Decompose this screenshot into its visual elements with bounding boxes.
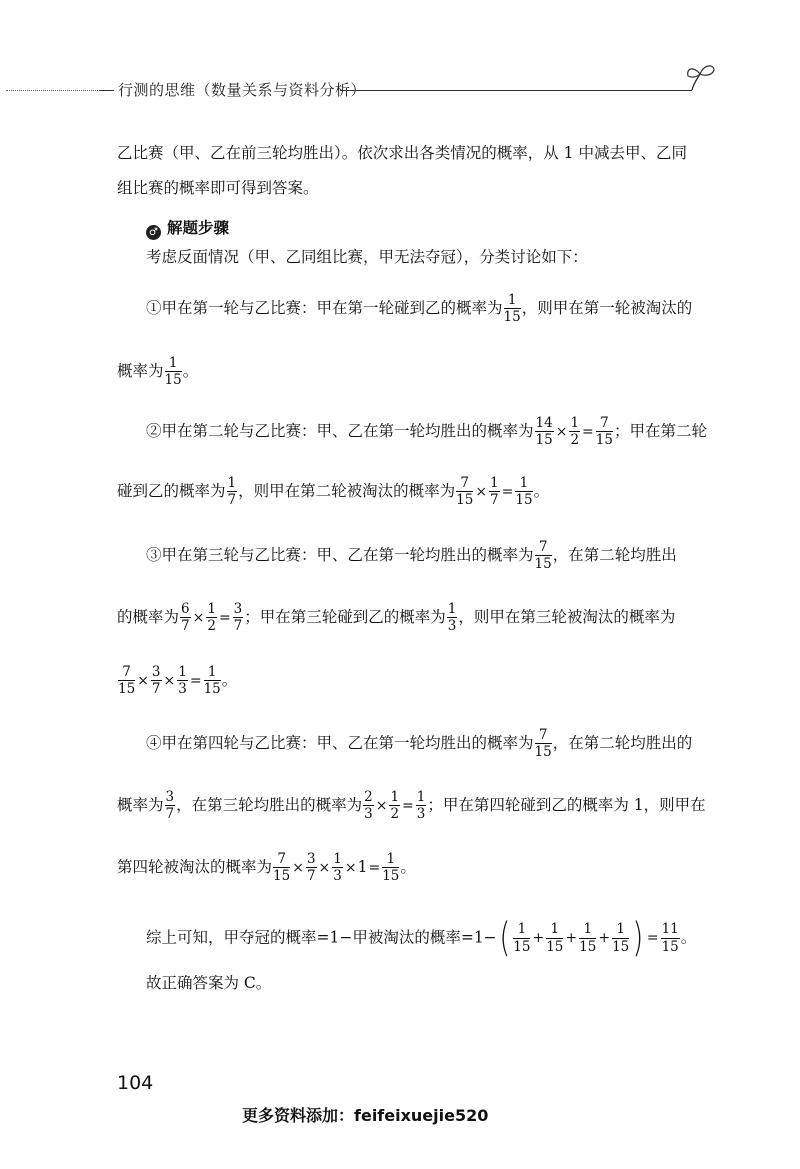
fraction: $\frac{1}{2}$ — [207, 601, 216, 635]
fraction: $\frac{1}{3}$ — [416, 789, 426, 823]
steps-marker-icon: ♂ — [146, 225, 161, 240]
fraction: $\frac{1}{15}$ — [203, 664, 221, 698]
fraction: $\frac{1}{3}$ — [333, 851, 342, 885]
case3-line-3: $\frac{7}{15}$ × $\frac{3}{7}$ × $\frac{1}{3}$ = $\frac{1}{15}$ 。 — [118, 664, 238, 698]
fraction: $\frac{1}{15}$ — [164, 355, 182, 389]
header-rule-left — [100, 90, 114, 91]
fraction: $\frac{7}{15}$ — [534, 539, 552, 573]
fraction: $\frac{1}{15}$ — [546, 921, 564, 955]
header-dotted-rule — [6, 90, 100, 91]
fraction: $\frac{7}{15}$ — [456, 475, 474, 509]
fraction: $\frac{1}{15}$ — [515, 475, 533, 509]
running-header-title: 行测的思维（数量关系与资料分析） — [118, 81, 367, 99]
case2-line-2: 碰到乙的概率为 $\frac{1}{7}$ ，则甲在第二轮被淘汰的概率为 $\frac{7}{15}$ × $\frac{1}{7}$ = $\frac{1}{15}$ 。 — [117, 475, 550, 509]
case4-line-3: 第四轮被淘汰的概率为 $\frac{7}{15}$ × $\frac{3}{7}$ × $\frac{1}{3}$ ×1= $\frac{1}{15}$ 。 — [117, 851, 416, 885]
fraction: $\frac{1}{7}$ — [227, 475, 237, 509]
fraction: $\frac{3}{7}$ — [151, 664, 161, 698]
fraction: $\frac{6}{7}$ — [181, 601, 190, 635]
footer-note: 更多资料添加：feifeixuejie520 — [242, 1106, 489, 1125]
header-rule-right — [340, 90, 692, 91]
case2-line-1: ②甲在第二轮与乙比赛：甲、乙在第一轮均胜出的概率为 $\frac{14}{15}$ × $\frac{1}{2}$ = $\frac{7}{15}$ ；甲在第二轮 — [146, 415, 707, 449]
fraction: $\frac{2}{3}$ — [364, 789, 373, 823]
fraction: $\frac{1}{3}$ — [447, 601, 457, 635]
solution-steps-heading: ♂ 解题步骤 — [146, 216, 229, 240]
fraction: $\frac{14}{15}$ — [535, 415, 553, 449]
fraction: $\frac{7}{15}$ — [118, 664, 136, 698]
fraction: $\frac{1}{15}$ — [579, 921, 597, 955]
fraction: $\frac{1}{15}$ — [503, 292, 521, 326]
case3-line-1: ③甲在第三轮与乙比赛：甲、乙在第一轮均胜出的概率为 $\frac{7}{15}$ ，在第二轮均胜出 — [146, 539, 677, 573]
fraction: $\frac{1}{2}$ — [390, 789, 400, 823]
case4-line-2: 概率为 $\frac{3}{7}$ ，在第三轮均胜出的概率为 $\frac{2}{3}$ × $\frac{1}{2}$ = $\frac{1}{3}$ ；甲在第四轮碰到乙的概率为 1，则甲在 — [117, 789, 706, 823]
fraction: $\frac{1}{2}$ — [570, 415, 580, 449]
page-number: 104 — [117, 1072, 154, 1094]
case1-line-2: 概率为 $\frac{1}{15}$ 。 — [117, 355, 199, 389]
fraction: $\frac{1}{15}$ — [382, 851, 400, 885]
intro-line-2: 组比赛的概率即可得到答案。 — [117, 179, 319, 197]
consider-line: 考虑反面情况（甲、乙同组比赛，甲无法夺冠），分类讨论如下： — [146, 248, 588, 266]
summary-line: 综上可知，甲夺冠的概率=1−甲被淘汰的概率=1−( $\frac{1}{15}$ + $\frac{1}{15}$ + $\frac{1}{15}$ + $\frac{1}{15}$ ) = $\frac{11}{15}$ 。 — [146, 915, 697, 961]
case3-line-2: 的概率为 $\frac{6}{7}$ × $\frac{1}{2}$ = $\frac{3}{7}$ ；甲在第三轮碰到乙的概率为 $\frac{1}{3}$ ，则甲在第三轮被淘汰的概率为 — [117, 601, 676, 635]
sprout-icon — [680, 58, 720, 98]
fraction: $\frac{7}{15}$ — [595, 415, 613, 449]
case1-line-1: ①甲在第一轮与乙比赛：甲在第一轮碰到乙的概率为 $\frac{1}{15}$ ，则甲在第一轮被淘汰的 — [146, 292, 693, 326]
fraction: $\frac{1}{3}$ — [178, 664, 187, 698]
fraction: $\frac{7}{15}$ — [273, 851, 291, 885]
fraction: $\frac{3}{7}$ — [233, 601, 243, 635]
fraction: $\frac{1}{7}$ — [490, 475, 499, 509]
fraction: $\frac{3}{7}$ — [165, 789, 175, 823]
intro-line-1: 乙比赛（甲、乙在前三轮均胜出）。依次求出各类情况的概率，从 1 中减去甲、乙同 — [117, 144, 687, 162]
fraction: $\frac{1}{15}$ — [513, 921, 531, 955]
fraction: $\frac{11}{15}$ — [661, 921, 679, 955]
fraction: $\frac{3}{7}$ — [306, 851, 316, 885]
fraction: $\frac{1}{15}$ — [612, 921, 630, 955]
answer-line: 故正确答案为 C。 — [146, 974, 272, 992]
fraction: $\frac{7}{15}$ — [534, 727, 552, 761]
case4-line-1: ④甲在第四轮与乙比赛：甲、乙在第一轮均胜出的概率为 $\frac{7}{15}$ ，在第二轮均胜出的 — [146, 727, 693, 761]
